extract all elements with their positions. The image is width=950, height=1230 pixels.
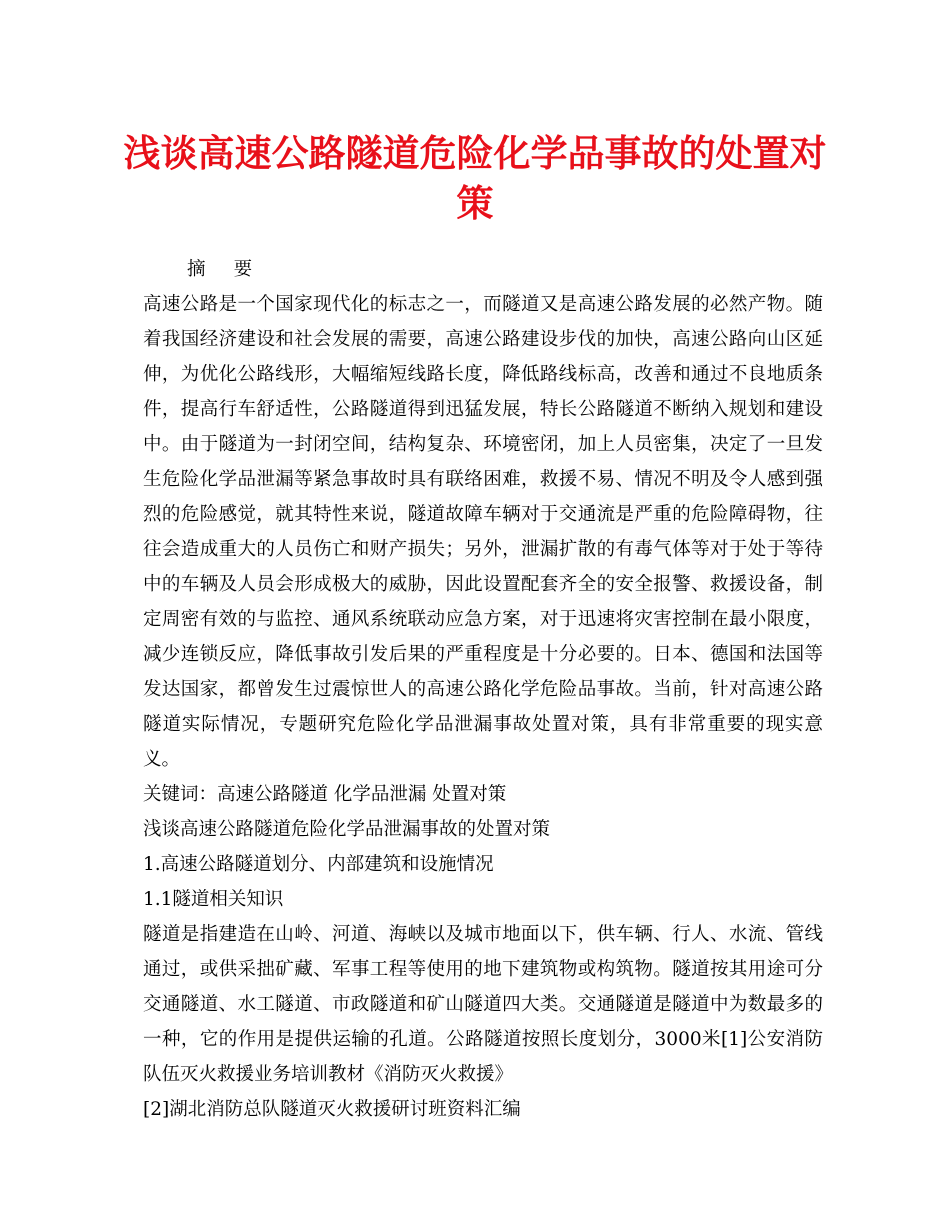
keywords-line: 关键词：高速公路隧道 化学品泄漏 处置对策 bbox=[143, 784, 507, 805]
abstract-paragraph: 高速公路是一个国家现代化的标志之一，而隧道又是高速公路发展的必然产物。随着我国经济建设和社会发展的需要，高速公路建设步伐的加快，高速公路向山区延伸，为优化公路线形，大幅缩短线路长度，降低路线标高，改善和通过不良地质条件，提高行车舒适性，公路隧道得到迅猛发展，特长公路隧道不断纳入规划和建设中。由于隧道为一封闭空间，结构复杂、环境密闭，加上人员密集，决定了一旦发生危险化学品泄漏等紧急事故时具有联络困难，救援不易、情况不明及令人感到强烈的危险感觉，就其特性来说，隧道故障车辆对于交通流是严重的危险障碍物，往往会造成重大的人员伤亡和财产损失；另外，泄漏扩散的有毒气体等对于处于等待中的车辆及人员会形成极大的威胁，因此设置配套齐全的安全报警、救援设备，制定周密有效的与监控、通风系统联动应急方案，对于迅速将灾害控制在最小限度，减少连锁反应，降低事故引发后果的严重程度是十分必要的。日本、德国和法国等发达国家，都曾发生过震惊世人的高速公路化学危险品事故。当前，针对高速公路隧道实际情况，专题研究危险化学品泄漏事故处置对策，具有非常重要的现实意义。 bbox=[143, 294, 823, 770]
reference-2: [2]湖北消防总队隧道灭火救援研讨班资料汇编 bbox=[143, 1099, 521, 1120]
section-1-heading: 1.高速公路隧道划分、内部建筑和设施情况 bbox=[143, 854, 494, 875]
section-1-1-paragraph: 隧道是指建造在山岭、河道、海峡以及城市地面以下，供车辆、行人、水流、管线通过，或供采拙矿藏、军事工程等使用的地下建筑物或构筑物。隧道按其用途可分交通隧道、水工隧道、市政隧道和矿山隧道四大类。交通隧道是隧道中为数最多的一种，它的作用是提供运输的孔道。公路隧道按照长度划分，3000米[1]公安消防队伍灭火救援业务培训教材《消防灭火救援》 bbox=[143, 924, 823, 1085]
article-subtitle: 浅谈高速公路隧道危险化学品泄漏事故的处置对策 bbox=[143, 819, 551, 840]
document-body bbox=[143, 252, 823, 1127]
document-title: 浅谈高速公路隧道危险化学品事故的处置对策 bbox=[123, 131, 827, 225]
section-1-1-heading: 1.1隧道相关知识 bbox=[143, 889, 284, 910]
abstract-heading: 摘 要 bbox=[187, 259, 264, 280]
